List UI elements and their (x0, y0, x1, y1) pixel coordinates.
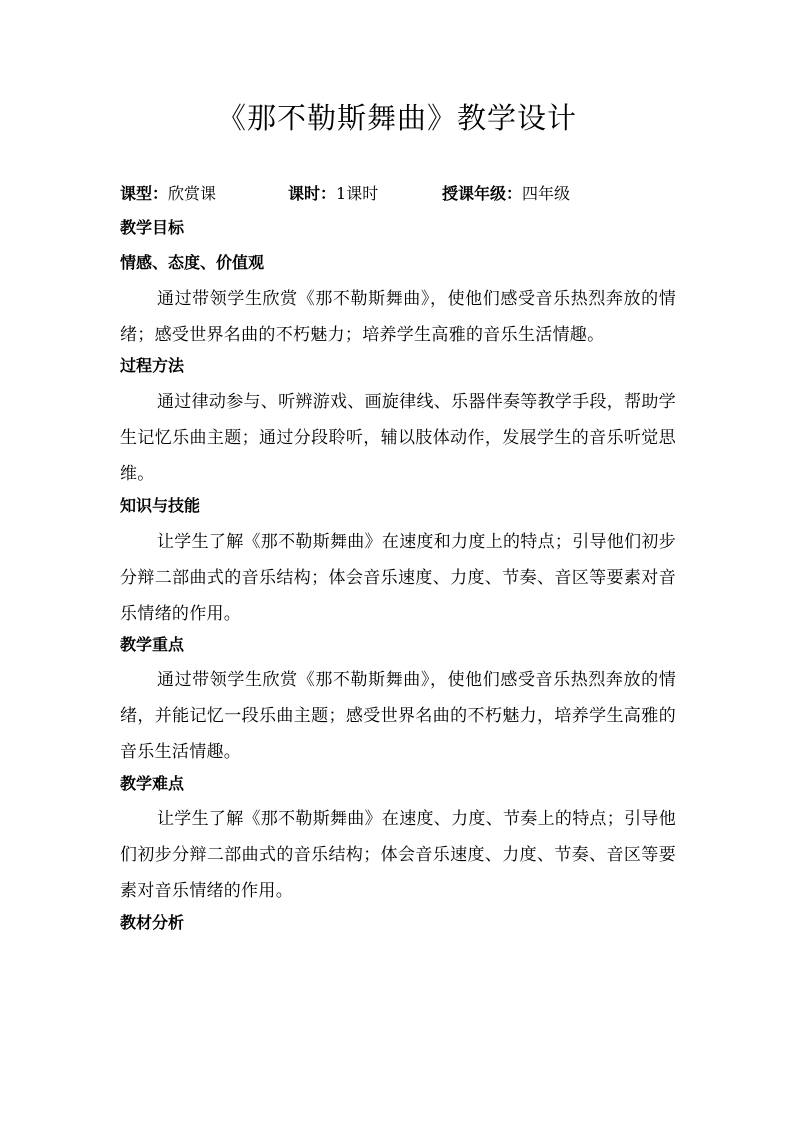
knowledge-paragraph: 让学生了解《那不勒斯舞曲》在速度和力度上的特点；引导他们初步分辩二部曲式的音乐结构；体会音乐速度、力度、节奏、音区等要素对音乐情绪的作用。 (120, 532, 676, 624)
lesson-type-label: 课型： (120, 184, 169, 203)
lesson-hours-value: 1课时 (336, 184, 379, 203)
document-title: 《那不勒斯舞曲》教学设计 (216, 101, 577, 135)
lesson-grade-value: 四年级 (522, 184, 571, 203)
lesson-type (120, 181, 288, 207)
key-points-paragraph: 通过带领学生欣赏《那不勒斯舞曲》，使他们感受音乐热烈奔放的情绪，并能记忆一段乐曲主题；感受世界名曲的不朽魅力，培养学生高雅的音乐生活情趣。 (120, 670, 676, 762)
difficulty-paragraph: 让学生了解《那不勒斯舞曲》在速度、力度、节奏上的特点；引导他们初步分辩二部曲式的音乐结构；体会音乐速度、力度、节奏、音区等要素对音乐情绪的作用。 (120, 809, 676, 901)
knowledge-heading: 知识与技能 (120, 496, 201, 515)
emotion-heading: 情感、态度、价值观 (120, 253, 265, 272)
process-heading: 过程方法 (120, 356, 185, 375)
lesson-hours (288, 181, 442, 207)
lesson-grade (442, 181, 570, 207)
lesson-hours-label: 课时： (288, 184, 337, 203)
material-analysis-heading: 教材分析 (120, 913, 185, 932)
lesson-type-value: 欣赏课 (168, 184, 217, 203)
lesson-meta (120, 181, 570, 207)
emotion-paragraph: 通过带领学生欣赏《那不勒斯舞曲》，使他们感受音乐热烈奔放的情绪；感受世界名曲的不朽魅力；培养学生高雅的音乐生活情趣。 (120, 289, 676, 345)
key-points-heading: 教学重点 (120, 635, 185, 654)
goals-heading: 教学目标 (120, 218, 185, 237)
lesson-grade-label: 授课年级： (442, 184, 523, 203)
process-paragraph: 通过律动参与、听辨游戏、画旋律线、乐器伴奏等教学手段，帮助学生记忆乐曲主题；通过分段聆听，辅以肢体动作，发展学生的音乐听觉思维。 (120, 392, 676, 484)
difficulty-heading: 教学难点 (120, 774, 185, 793)
